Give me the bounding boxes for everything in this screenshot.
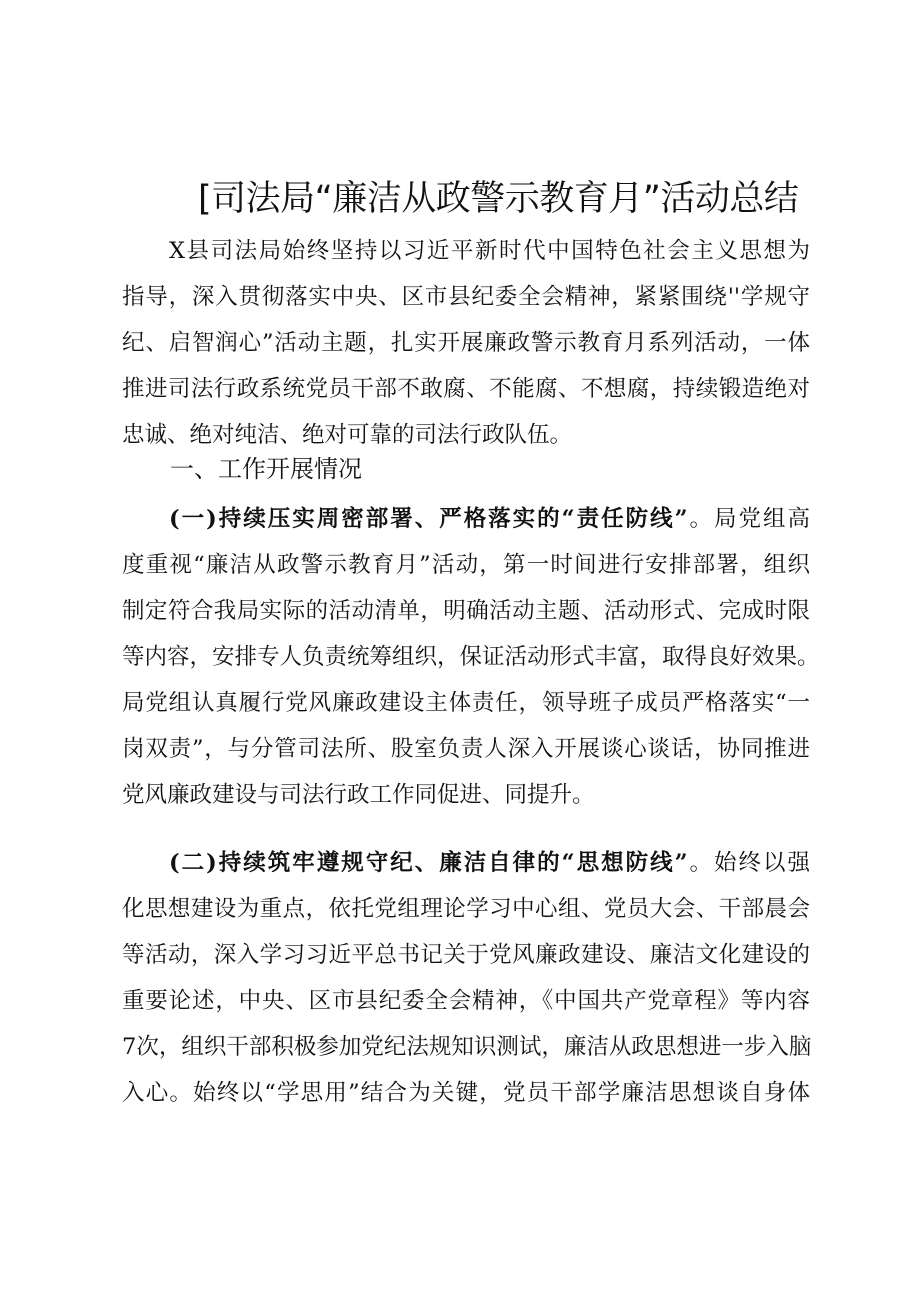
- paragraph-line: 化思想建设为重点，依托党组理论学习中心组、党员大会、干部晨会: [122, 896, 810, 922]
- paragraph-first-line: [122, 496, 810, 542]
- document-title: [司法局“廉洁从政警示教育月”活动总结: [198, 179, 799, 219]
- paragraph-line: 等活动，深入学习习近平总书记关于党风廉政建设、廉洁文化建设的: [122, 942, 810, 968]
- subsection-2-heading: (二)持续筑牢遵规守纪、廉洁自律的“思想防线”: [169, 850, 688, 876]
- paragraph-text: 。局党组高: [687, 506, 810, 532]
- section-heading: 一、工作开展情况: [170, 455, 362, 483]
- subsection-1-heading: (一)持续压实周密部署、严格落实的“责任防线”: [169, 506, 688, 532]
- paragraph-text: 。始终以强: [687, 850, 810, 876]
- paragraph-line: 指导，深入贯彻落实中央、区市县纪委全会精神，紧紧围绕''学规守: [122, 284, 810, 310]
- paragraph-first-line: [122, 840, 810, 886]
- intro-paragraph: [122, 228, 810, 458]
- subsection-2-paragraph: [122, 840, 810, 1116]
- paragraph-line: 忠诚、绝对纯洁、绝对可靠的司法行政队伍。: [122, 422, 573, 448]
- paragraph-line: 党风廉政建设与司法行政工作同促进、同提升。: [122, 782, 595, 808]
- subsection-1-paragraph: [122, 496, 820, 818]
- paragraph-line: 度重视“廉洁从政警示教育月”活动，第一时间进行安排部署，组织: [122, 552, 810, 578]
- paragraph-line: 纪、启智润心”活动主题，扎实开展廉政警示教育月系列活动，一体: [122, 330, 810, 356]
- paragraph-line: 岗双责”，与分管司法所、股室负责人深入开展谈心谈话，协同推进: [122, 736, 810, 762]
- paragraph-line: X县司法局始终坚持以习近平新时代中国特色社会主义思想为: [169, 238, 810, 264]
- paragraph-line: 等内容，安排专人负责统筹组织，保证活动形式丰富，取得良好效果。: [122, 644, 820, 670]
- paragraph-line: 入心。始终以“学思用”结合为关键，党员干部学廉洁思想谈自身体: [122, 1080, 810, 1106]
- paragraph-line: 制定符合我局实际的活动清单，明确活动主题、活动形式、完成时限: [122, 598, 810, 624]
- paragraph-line: 推进司法行政系统党员干部不敢腐、不能腐、不想腐，持续锻造绝对: [122, 376, 810, 402]
- paragraph-line: 7次，组织干部积极参加党纪法规知识测试，廉洁从政思想进一步入脑: [122, 1034, 812, 1060]
- paragraph-line: 重要论述，中央、区市县纪委全会精神，《中国共产党章程》等内容: [122, 988, 810, 1014]
- paragraph-line: 局党组认真履行党风廉政建设主体责任，领导班子成员严格落实“一: [122, 690, 810, 716]
